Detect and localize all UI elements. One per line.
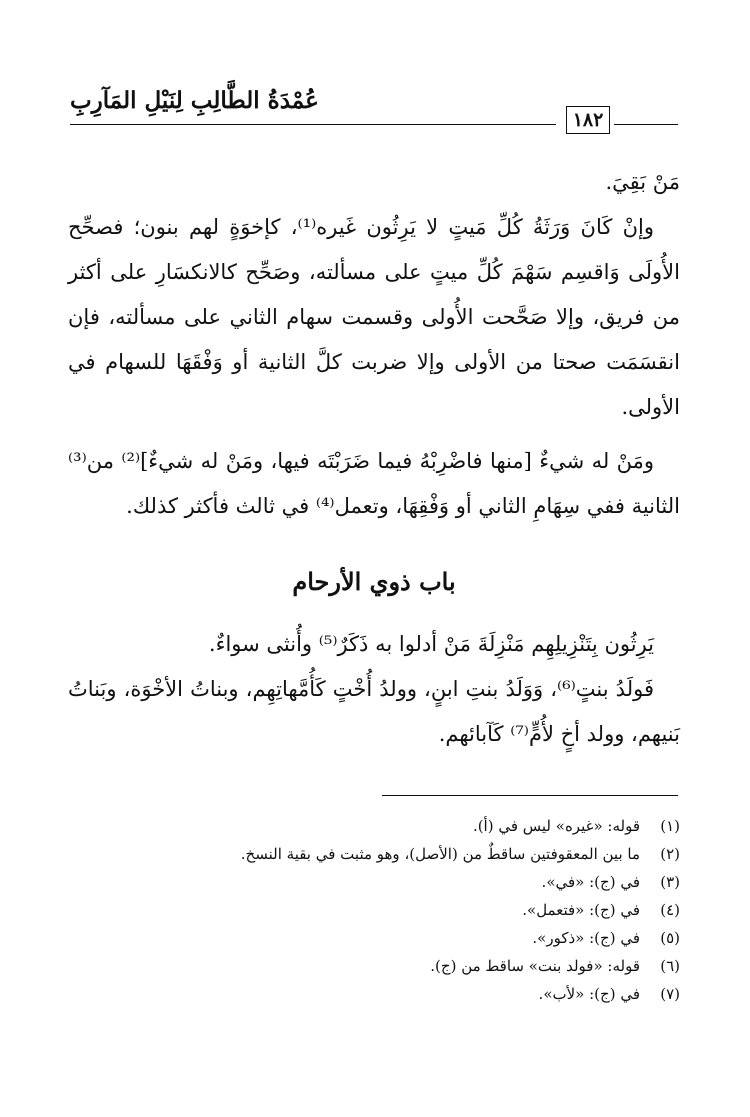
header-rule-right [614,124,678,125]
footnote-number: (١) [660,817,680,835]
footnote-number: (٣) [660,873,680,891]
footnote [68,980,680,1008]
paragraph-1: وإنْ كَانَ وَرَثَةُ كُلِّ مَيتٍ لا يَرِثُون غَيره⁽¹⁾، كإخوَةٍ لهم بنون؛ فصحِّح الأُولَى وَاقسِم سَهْمَ كُلِّ ميتٍ على مسألته، وصَحِّح كالانكسَارِ على أكثر من فريق، وإلا صَحَّحت الأُولى وقسمت سهام الثاني على مسألته، فإن انقسَمَت صحتا من الأولى وإلا ضربت كلَّ الثانية أو وَفْقَهَا للسهام في الأولى. [68,215,680,419]
footnote-text: في (ج): «ذكور». [532,929,640,947]
footnotes [68,812,680,1008]
main-text [68,160,680,757]
footnote [68,840,680,868]
footnote-number: (٥) [660,929,680,947]
footnote-separator [382,795,678,796]
footnote-text: في (ج): «فتعمل». [522,901,640,919]
footnote [68,952,680,980]
page-number-box: ١٨٢ [566,106,610,134]
footnote-number: (٢) [660,845,680,863]
footnote [68,924,680,952]
chapter-heading: باب ذوي الأرحام [292,567,456,596]
footnote-text: في (ج): «لأب». [538,985,640,1003]
footnote-text: في (ج): «في». [541,873,640,891]
footnote [68,868,680,896]
footnote-number: (٦) [660,957,680,975]
footnote-text: قوله: «غيره» ليس في (أ). [472,817,640,835]
footnote-number: (٧) [660,985,680,1003]
paragraph-4: فَولَدُ بنتٍ⁽⁶⁾، وَوَلَدُ بنتِ ابنٍ، وولدُ أُخْتٍ كَأُمَّهاتِهِم، وبناتُ الأخْوَة، وبَناتُ بَنيهم، وولد أخٍ لأُمٍّ⁽⁷⁾ كَآبائهم. [68,677,680,746]
paragraph-2: ومَنْ له شيءٌ [منها فاضْرِبْهُ فيما ضَرَبْتَه فيها، ومَنْ له شيءٌ]⁽²⁾ من⁽³⁾ الثانية ففي سِهَامِ الثاني أو وَفْقِهَا، وتعمل⁽⁴⁾ في ثالث فأكثر كذلك. [68,449,680,518]
paragraph-3: يَرِثُون بِتَنْزِيلِهِم مَنْزِلَةَ مَنْ أدلوا به ذَكَرٌ⁽⁵⁾ وأُنثى سواءٌ. [208,632,654,656]
footnote-number: (٤) [660,901,680,919]
footnote-text: قوله: «فولد بنت» ساقط من (ج). [430,957,640,975]
footnote-text: ما بين المعقوفتين ساقطٌ من (الأصل)، وهو مثبت في بقية النسخ. [240,845,640,863]
footnote [68,896,680,924]
book-title: عُمْدَةُ الطَّالِبِ لِنَيْلِ المَآرِبِ [70,87,319,114]
paragraph-0: مَنْ بَقِيَ. [605,170,680,194]
header-rule-left [70,124,556,125]
footnote [68,812,680,840]
